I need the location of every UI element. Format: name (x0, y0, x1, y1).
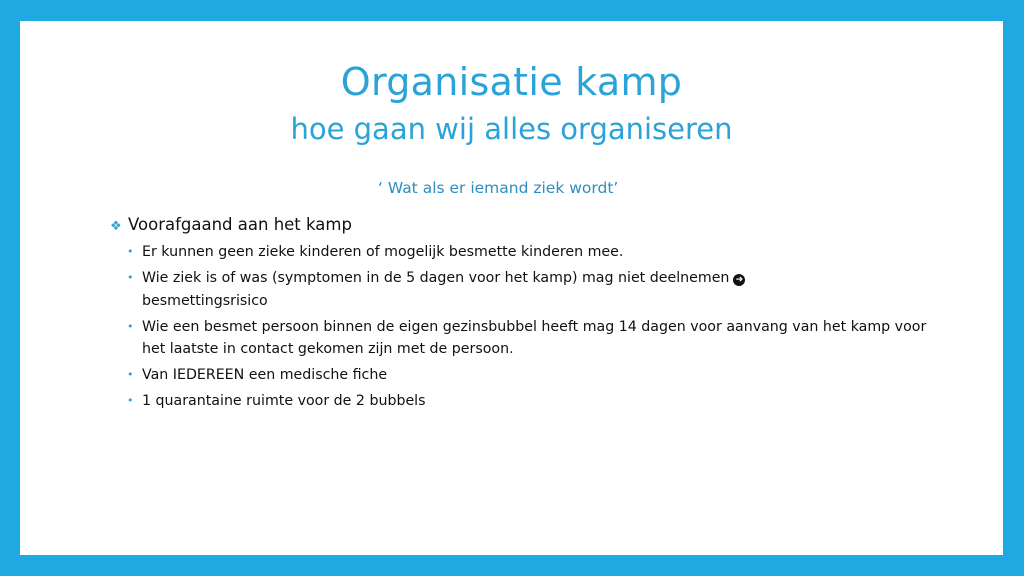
diamond-bullet-icon: ❖ (110, 219, 122, 234)
dot-bullet-icon: • (127, 271, 134, 284)
slide-title: Organisatie kamp (340, 60, 683, 104)
list-item-text-continued: besmettingsrisico (142, 292, 268, 309)
list-item-text: Wie ziek is of was (symptomen in de 5 dagen voor het kamp) mag niet deelnemen (142, 270, 730, 286)
list-item-text-group (142, 267, 930, 312)
arrow-right-circle-icon: ➜ (733, 274, 745, 286)
list-item-text: 1 quarantaine ruimte voor de 2 bubbels (142, 393, 426, 409)
list-item-text: Wie een besmet persoon binnen de eigen gezinsbubbel heeft mag 14 dagen voor aanvang van het kamp voor het laatste in contact gekomen zijn met de persoon. (142, 318, 927, 357)
slide-quote: ‘ Wat als er iemand ziek wordt’ (378, 179, 619, 197)
list-item (127, 364, 930, 387)
section-heading: Voorafgaand aan het kamp (128, 215, 352, 234)
list-item (127, 390, 930, 413)
list-item-text: Van IEDEREEN een medische fiche (142, 367, 388, 383)
list-item (127, 316, 930, 361)
slide-subtitle: hoe gaan wij alles organiseren (290, 112, 733, 146)
dot-bullet-icon: • (127, 245, 134, 258)
list-item (127, 267, 930, 312)
slide-canvas (20, 21, 1003, 555)
list-item-text: Er kunnen geen zieke kinderen of mogelijk besmette kinderen mee. (142, 244, 624, 260)
dot-bullet-icon: • (127, 394, 134, 407)
dot-bullet-icon: • (127, 319, 134, 333)
bullet-list (110, 241, 930, 413)
content-area (110, 214, 930, 416)
dot-bullet-icon: • (127, 368, 134, 381)
list-item (127, 241, 930, 264)
section-heading-row (110, 214, 930, 238)
